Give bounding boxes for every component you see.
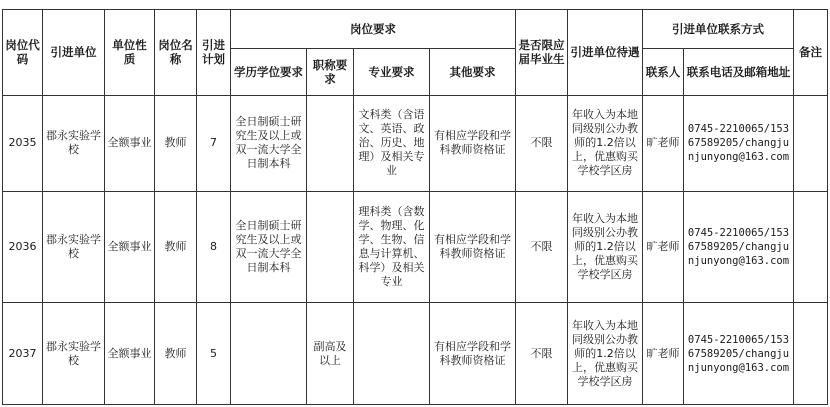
cell-contact: 0745-2210065/15367589205/changjunjunyong@163.com	[684, 303, 794, 405]
cell-nature: 全额事业	[105, 95, 155, 192]
cell-post-name: 教师	[155, 303, 197, 405]
header-post-name: 岗位名称	[155, 10, 197, 96]
cell-code: 2036	[3, 192, 43, 303]
cell-plan: 8	[197, 192, 231, 303]
cell-fresh-grad: 不限	[516, 303, 568, 405]
cell-contact: 0745-2210065/15367589205/changjunjunyong@163.com	[684, 192, 794, 303]
header-title: 职称要求	[307, 48, 354, 95]
cell-contact-person: 旷老师	[643, 303, 684, 405]
header-row-1	[3, 10, 828, 49]
table-row	[3, 192, 828, 303]
cell-contact-person: 旷老师	[643, 192, 684, 303]
cell-unit: 郡永实验学校	[43, 95, 105, 192]
cell-unit: 郡永实验学校	[43, 192, 105, 303]
cell-code: 2035	[3, 95, 43, 192]
cell-major: 理科类（含数学、物理、化学、生物、信息与计算机、科学）及相关专业	[354, 192, 430, 303]
cell-plan: 7	[197, 95, 231, 192]
header-education: 学历学位要求	[231, 48, 307, 95]
cell-code: 2037	[3, 303, 43, 405]
cell-notes	[794, 303, 828, 405]
table-row	[3, 95, 828, 192]
cell-plan: 5	[197, 303, 231, 405]
cell-fresh-grad: 不限	[516, 192, 568, 303]
header-code: 岗位代码	[3, 10, 43, 96]
header-plan: 引进计划	[197, 10, 231, 96]
cell-fresh-grad: 不限	[516, 95, 568, 192]
cell-nature: 全额事业	[105, 303, 155, 405]
header-fresh-grad: 是否限应届毕业生	[516, 10, 568, 96]
cell-title	[307, 192, 354, 303]
cell-post-name: 教师	[155, 95, 197, 192]
header-notes: 备注	[794, 10, 828, 96]
cell-benefits: 年收入为本地同级别公办教师的1.2倍以上，优惠购买学校学区房	[568, 192, 643, 303]
cell-other: 有相应学段和学科教师资格证	[430, 303, 516, 405]
cell-contact-person: 旷老师	[643, 95, 684, 192]
recruitment-table	[2, 9, 828, 405]
cell-other: 有相应学段和学科教师资格证	[430, 95, 516, 192]
header-phone-email: 联系电话及邮箱地址	[684, 48, 794, 95]
cell-notes	[794, 192, 828, 303]
cell-title	[307, 95, 354, 192]
table-row	[3, 303, 828, 405]
cell-title: 副高及以上	[307, 303, 354, 405]
cell-other: 有相应学段和学科教师资格证	[430, 192, 516, 303]
cell-notes	[794, 95, 828, 192]
header-other: 其他要求	[430, 48, 516, 95]
header-unit: 引进单位	[43, 10, 105, 96]
cell-unit: 郡永实验学校	[43, 303, 105, 405]
header-contact-group: 引进单位联系方式	[643, 10, 794, 49]
header-benefits: 引进单位待遇	[568, 10, 643, 96]
header-major: 专业要求	[354, 48, 430, 95]
cell-major	[354, 303, 430, 405]
header-requirements: 岗位要求	[231, 10, 516, 49]
header-contact-person: 联系人	[643, 48, 684, 95]
cell-major: 文科类（含语文、英语、政治、历史、地理）及相关专业	[354, 95, 430, 192]
header-nature: 单位性质	[105, 10, 155, 96]
cell-benefits: 年收入为本地同级别公办教师的1.2倍以上，优惠购买学校学区房	[568, 95, 643, 192]
cell-education: 全日制硕士研究生及以上或双一流大学全日制本科	[231, 95, 307, 192]
cell-benefits: 年收入为本地同级别公办教师的1.2倍以上，优惠购买学校学区房	[568, 303, 643, 405]
cell-post-name: 教师	[155, 192, 197, 303]
cell-education: 全日制硕士研究生及以上或双一流大学全日制本科	[231, 192, 307, 303]
cell-contact: 0745-2210065/15367589205/changjunjunyong@163.com	[684, 95, 794, 192]
cell-education	[231, 303, 307, 405]
cell-nature: 全额事业	[105, 192, 155, 303]
